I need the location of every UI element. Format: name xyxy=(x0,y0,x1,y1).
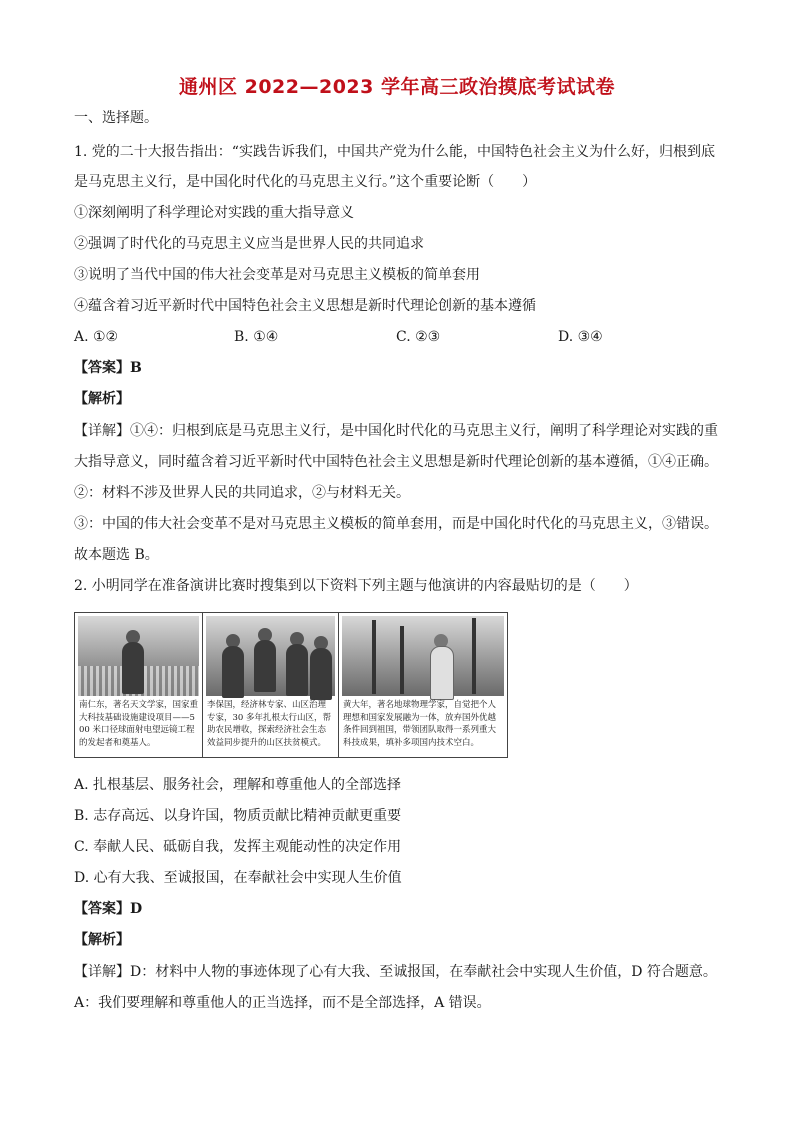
q1-detail-4: ③：中国的伟大社会变革不是对马克思主义模板的简单套用，而是中国化时代化的马克思主义，③错误。 xyxy=(74,516,718,532)
figure-panel-huang-danian xyxy=(339,613,507,757)
q1-stem-line1: 1. 党的二十大报告指出：“实践告诉我们，中国共产党为什么能，中国特色社会主义为什么好，归根到底 xyxy=(74,144,715,160)
q2-analysis-label: 【解析】 xyxy=(74,932,130,948)
q1-option-c: C. ②③ xyxy=(396,329,441,345)
q1-item-2: ②强调了时代化的马克思主义应当是世界人民的共同追求 xyxy=(74,236,424,252)
q1-stem-line2: 是马克思主义行，是中国化时代化的马克思主义行。”这个重要论断（ ） xyxy=(74,174,537,190)
q1-detail-5: 故本题选 B。 xyxy=(74,547,159,563)
q1-answer: 【答案】B xyxy=(74,360,142,376)
q1-detail-1: 【详解】①④：归根到底是马克思主义行，是中国化时代化的马克思主义行，阐明了科学理论对实践的重 xyxy=(74,423,718,439)
q2-option-b: B. 志存高远、以身许国，物质贡献比精神贡献更重要 xyxy=(74,808,402,824)
photo-drilling-rig xyxy=(342,616,504,696)
q1-item-3: ③说明了当代中国的伟大社会变革是对马克思主义模板的简单套用 xyxy=(74,267,480,283)
figure-panel-nan-rendong xyxy=(75,613,203,757)
q2-detail-1: 【详解】D：材料中人物的事迹体现了心有大我、至诚报国，在奉献社会中实现人生价值，D 符合题意。 xyxy=(74,964,717,980)
q2-detail-2: A：我们要理解和尊重他人的正当选择，而不是全部选择，A 错误。 xyxy=(74,995,491,1011)
photo-telescope xyxy=(78,616,199,696)
photo-farmers xyxy=(206,616,335,696)
q2-stem: 2. 小明同学在准备演讲比赛时搜集到以下资料下列主题与他演讲的内容最贴切的是（ ） xyxy=(74,578,638,594)
q2-option-c: C. 奉献人民、砥砺自我，发挥主观能动性的决定作用 xyxy=(74,839,402,855)
q1-detail-3: ②：材料不涉及世界人民的共同追求，②与材料无关。 xyxy=(74,485,410,501)
q1-item-4: ④蕴含着习近平新时代中国特色社会主义思想是新时代理论创新的基本遵循 xyxy=(74,298,536,314)
q2-answer: 【答案】D xyxy=(74,901,143,917)
q1-item-1: ①深刻阐明了科学理论对实践的重大指导意义 xyxy=(74,205,354,221)
q1-option-d: D. ③④ xyxy=(558,329,603,345)
q1-detail-2: 大指导意义，同时蕴含着习近平新时代中国特色社会主义思想是新时代理论创新的基本遵循，①④正确。 xyxy=(74,454,718,470)
section-heading: 一、选择题。 xyxy=(74,110,158,126)
figure-panel-li-baoguo xyxy=(203,613,339,757)
q1-option-a: A. ①② xyxy=(74,329,119,345)
page-title: 通州区 2022—2023 学年高三政治摸底考试试卷 xyxy=(179,76,615,98)
caption-huang-danian: 黄大年，著名地球物理学家，自觉把个人理想和国家发展融为一体，放弃国外优越条件回到祖国，带领团队取得一系列重大科技成果，填补多项国内技术空白。 xyxy=(343,700,497,748)
q2-material-figure xyxy=(74,612,508,758)
q2-option-a: A. 扎根基层、服务社会，理解和尊重他人的全部选择 xyxy=(74,777,402,793)
q1-option-b: B. ①④ xyxy=(234,329,279,345)
caption-li-baoguo: 李保国，经济林专家、山区治理专家，30 多年扎根太行山区，帮助农民增收，探索经济社会生态效益同步提升的山区扶贫模式。 xyxy=(207,700,332,748)
caption-nan-rendong: 南仁东，著名天文学家，国家重大科技基础设施建设项目——500 米口径球面射电望远镜工程的发起者和奠基人。 xyxy=(79,700,199,748)
q1-analysis-label: 【解析】 xyxy=(74,391,130,407)
q2-option-d: D. 心有大我、至诚报国，在奉献社会中实现人生价值 xyxy=(74,870,402,886)
